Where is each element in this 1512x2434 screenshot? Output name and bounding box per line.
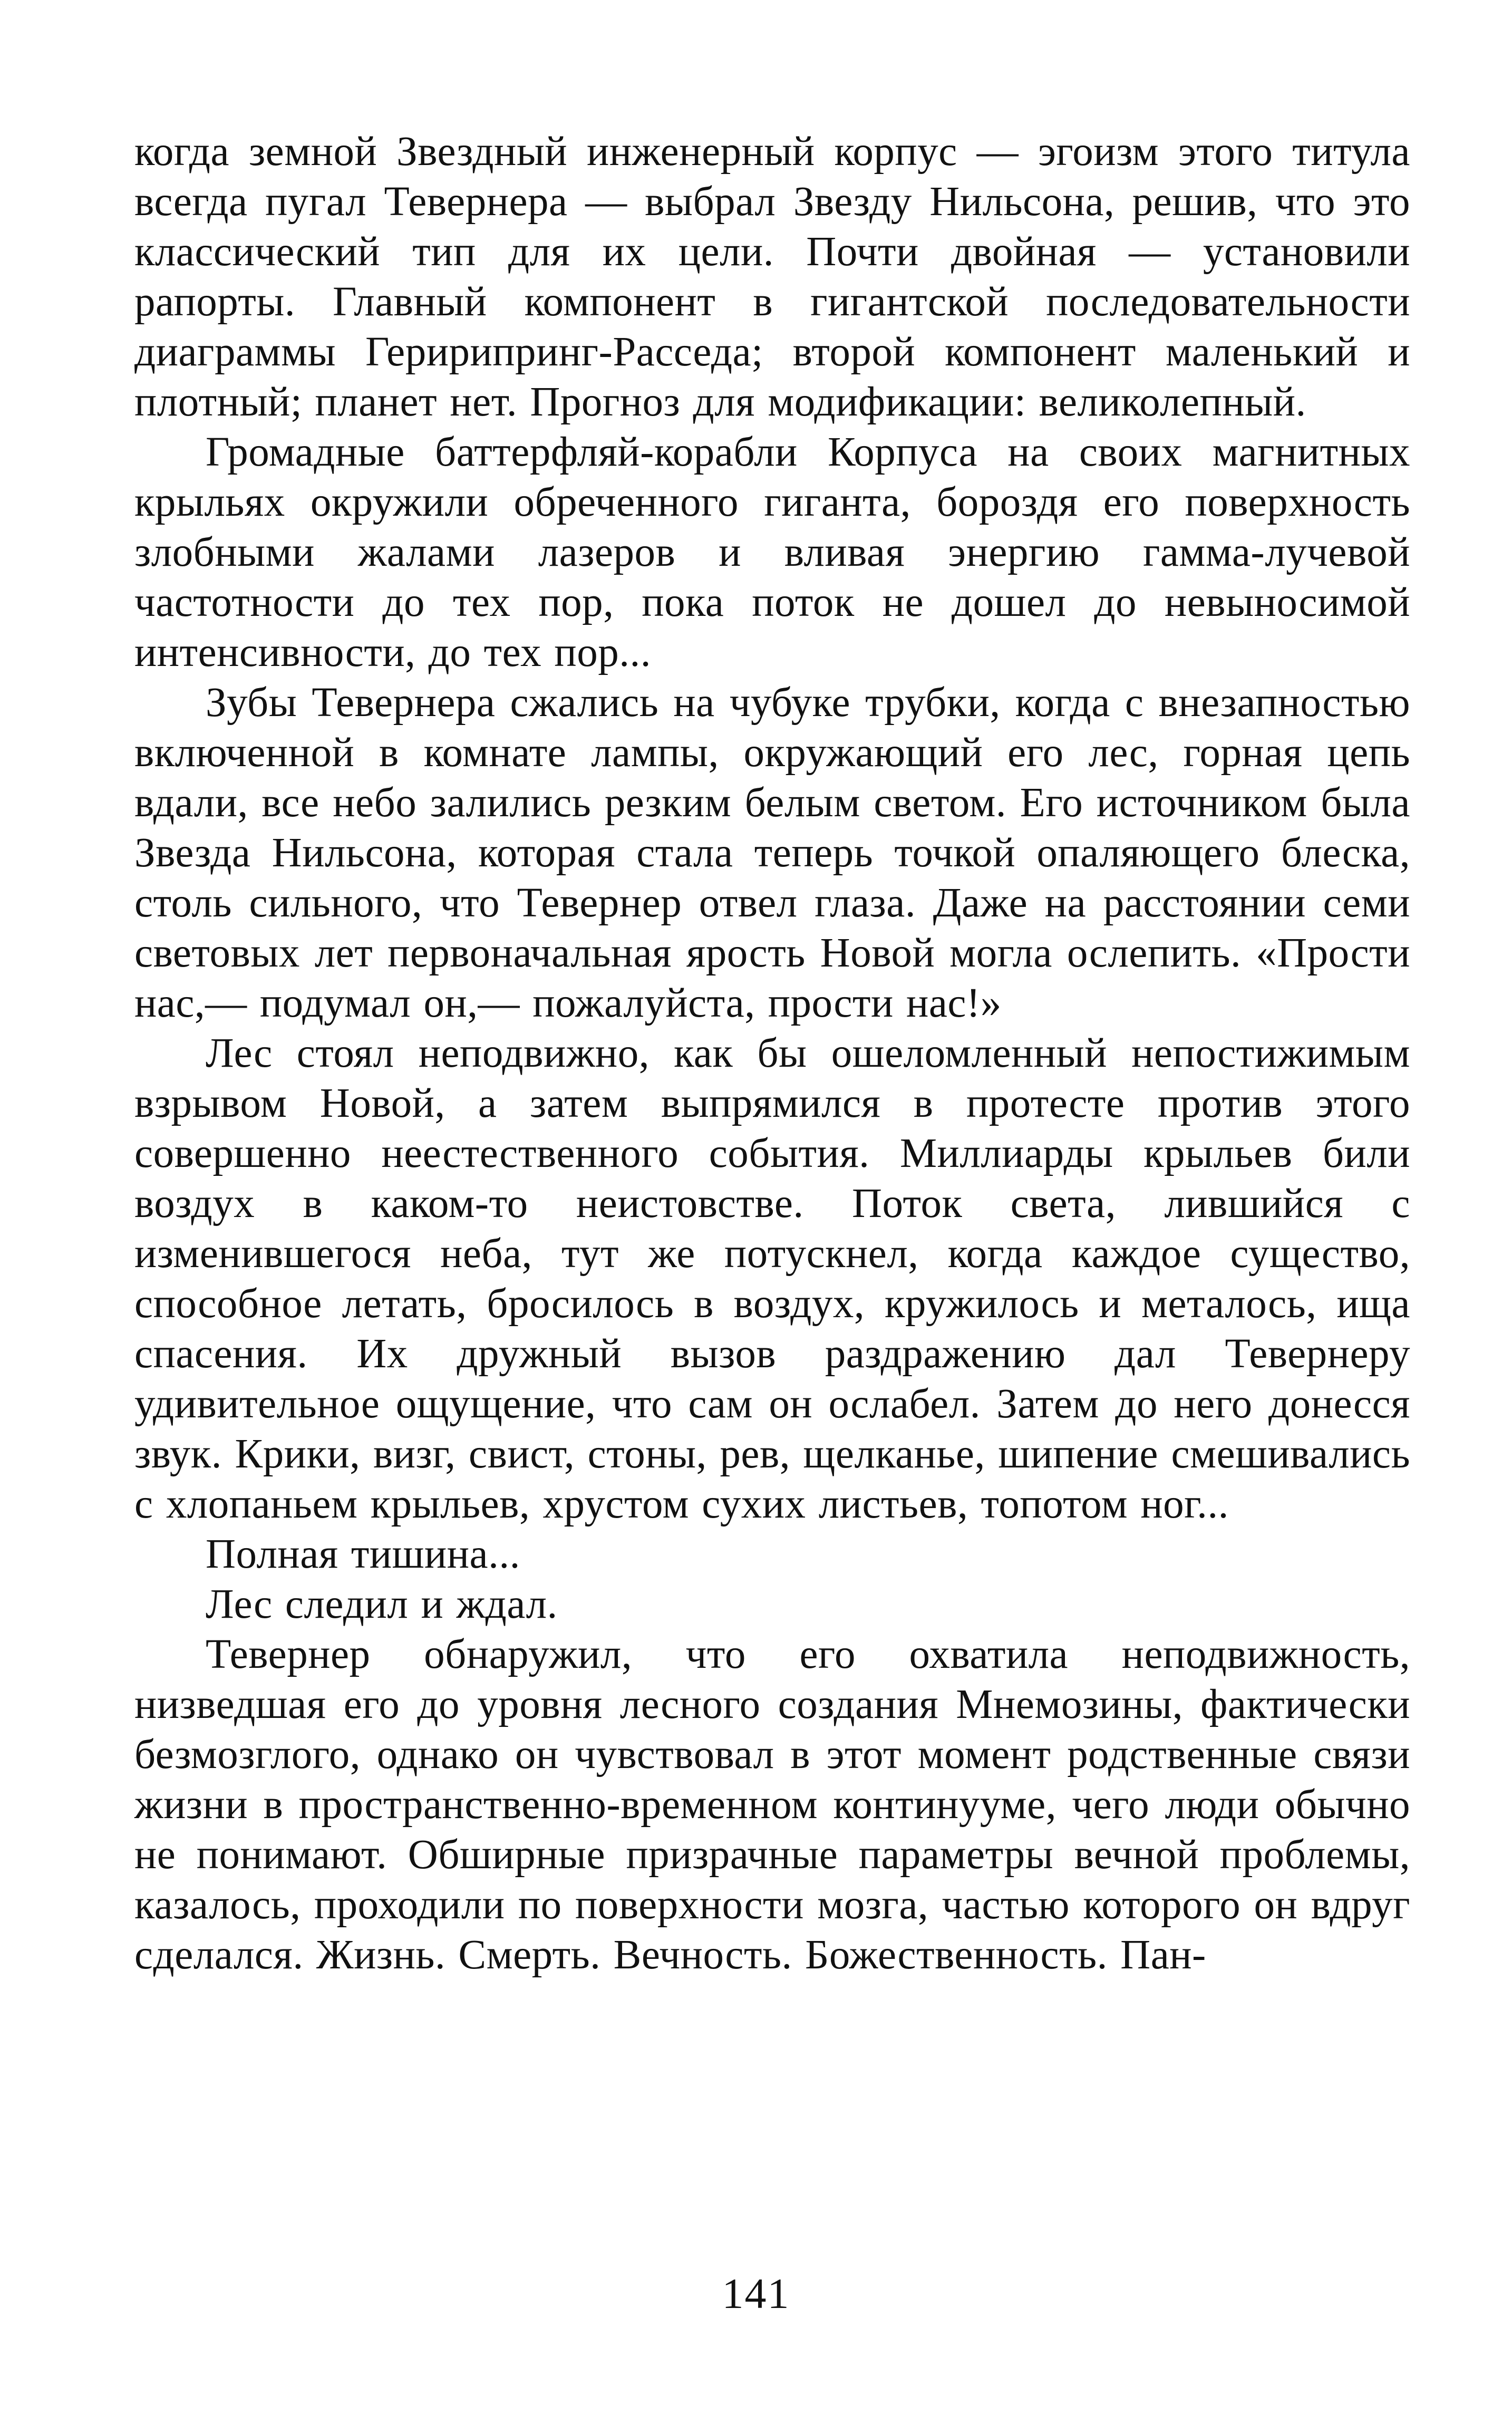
paragraph-4: Лес стоял неподвижно, как бы ошеломленный непостижимым взрывом Новой, а затем выпрямился в протесте против этого совершенно неестественного события. Миллиарды крыльев били воздух в каком-то неистовстве. Поток света, лившийся с изменившегося неба, тут же потускнел, когда каждое существо, способное летать, бросилось в воздух, кружилось и металось, ища спасения. Их дружный вызов раздражению дал Тевернеру удивительное ощущение, что сам он ослабел. Затем до него донесся звук. Крики, визг, свист, стоны, рев, щелканье, шипение смешивались с хлопаньем крыльев, хрустом сухих листьев, топотом ног...	[134, 1030, 1410, 1527]
paragraph-5: Полная тишина...	[206, 1531, 520, 1577]
paragraph-1: когда земной Звездный инженерный корпус — эгоизм этого титула всегда пугал Тевернера — выбрал Звезду Нильсона, решив, что это классический тип для их цели. Почти двойная — установили рапорты. Главный компонент в гигантской последовательности диаграммы Геририпринг-Расседа; второй компонент маленький и плотный; планет нет. Прогноз для модификации: великолепный.	[134, 129, 1410, 425]
paragraph-6: Лес следил и ждал.	[206, 1581, 558, 1627]
paragraph-3: Зубы Тевернера сжались на чубуке трубки, когда с внезапностью включенной в комнате лампы, окружающий его лес, горная цепь вдали, все небо залились резким белым светом. Его источником была Звезда Нильсона, которая стала теперь точкой опаляющего блеска, столь сильного, что Тевернер отвел глаза. Даже на расстоянии семи световых лет первоначальная ярость Новой могла ослепить. «Прости нас,— подумал он,— пожалуйста, прости нас!»	[134, 680, 1410, 1026]
page-body	[134, 127, 1410, 1980]
paragraph-2: Громадные баттерфляй-корабли Корпуса на своих магнитных крыльях окружили обреченного гиганта, бороздя его поверхность злобными жалами лазеров и вливая энергию гамма-лучевой частотности до тех пор, пока поток не дошел до невыносимой интенсивности, до тех пор...	[134, 429, 1410, 675]
page-number: 141	[722, 2269, 790, 2317]
paragraph-7: Тевернер обнаружил, что его охватила неподвижность, низведшая его до уровня лесного создания Мнемозины, фактически безмозглого, однако он чувствовал в этот момент родственные связи жизни в пространственно-временном континууме, чего люди обычно не понимают. Обширные призрачные параметры вечной проблемы, казалось, проходили по поверхности мозга, частью которого он вдруг сделался. Жизнь. Смерть. Вечность. Божественность. Пан-	[134, 1631, 1410, 1978]
